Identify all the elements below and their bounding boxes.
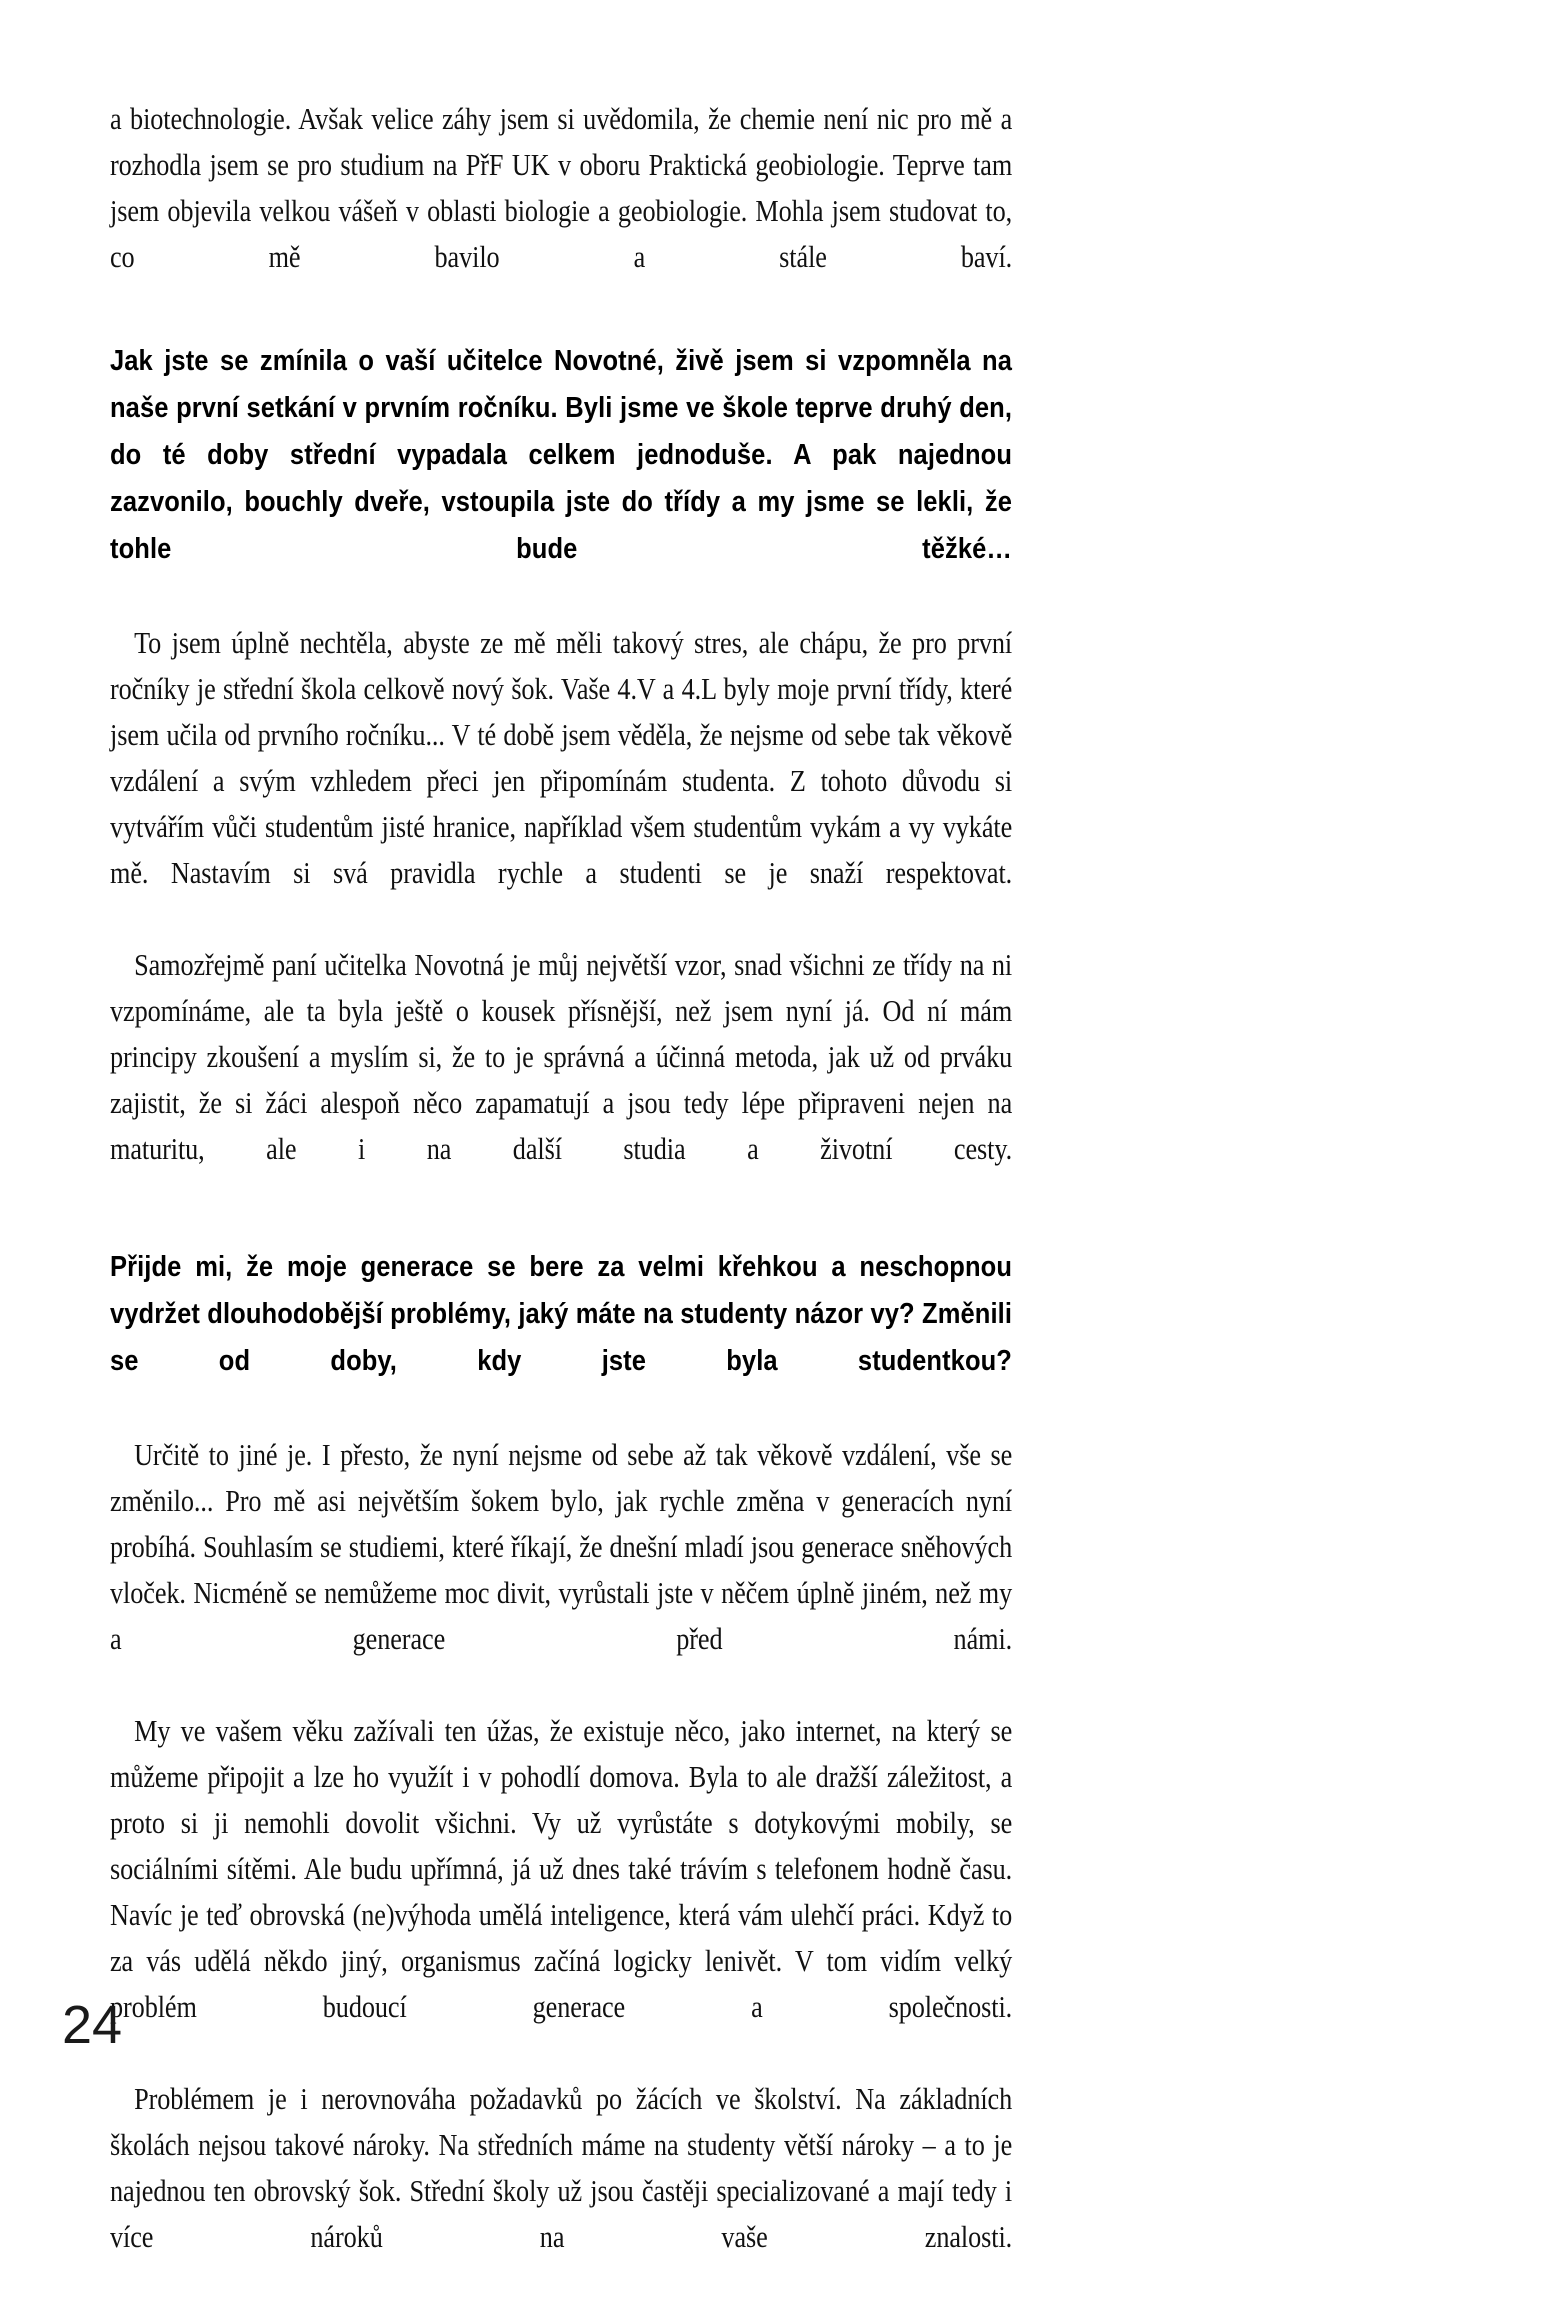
paragraph-question-1: Jak jste se zmínila o vaší učitelce Novotné, živě jsem si vzpomněla na naše první setkání v prvním ročníku. Byli jsme ve škole teprve druhý den, do té doby střední vypadala celkem jednoduše. A pak najednou zazvonilo, bouchly dveře, vstoupila jste do třídy a my jsme se lekli, že tohle bude těžké… — [110, 345, 1012, 565]
paragraph-answer-intro: a biotechnologie. Avšak velice záhy jsem si uvědomila, že chemie není nic pro mě a rozhodla jsem se pro studium na PřF UK v oboru Praktická geobiologie. Teprve tam jsem objevila velkou vášeň v oblasti biologie a geobiologie. Mohla jsem studovat to, co mě bavilo a stále baví. — [110, 102, 1013, 274]
paragraph-answer-5: Problémem je i nerovnováha požadavků po žácích ve školství. Na základních školách nejsou takové nároky. Na středních máme na studenty větší nároky – a to je najednou ten obrovský šok. Střední školy už jsou častěji specializované a mají tedy i více nároků na vaše znalosti. — [110, 2082, 1013, 2254]
paragraph-answer-2: Samozřejmě paní učitelka Novotná je můj největší vzor, snad všichni ze třídy na ni vzpomínáme, ale ta byla ještě o kousek přísnější, než jsem nyní já. Od ní mám principy zkoušení a myslím si, že to je správná a účinná metoda, jak už od prváku zajistit, že si žáci alespoň něco zapamatují a jsou tedy lépe připraveni nejen na maturitu, ale i na další studia a životní cesty. — [110, 948, 1013, 1166]
paragraph-answer-3: Určitě to jiné je. I přesto, že nyní nejsme od sebe až tak věkově vzdálení, vše se změnilo... Pro mě asi největším šokem bylo, jak rychle změna v generacích nyní probíhá. Souhlasím se studiemi, které říkají, že dnešní mladí jsou generace sněhových vloček. Nicméně se nemůžeme moc divit, vyrůstali jste v něčem úplně jiném, než my a generace před námi. — [110, 1438, 1013, 1656]
paragraph-answer-4: My ve vašem věku zažívali ten úžas, že existuje něco, jako internet, na který se můžeme připojit a lze ho využít i v pohodlí domova. Byla to ale dražší záležitost, a proto si ji nemohli dovolit všichni. Vy už vyrůstáte s dotykovými mobily, se sociálními sítěmi. Ale budu upřímná, já už dnes také trávím s telefonem hodně času. Navíc je teď obrovská (ne)výhoda umělá inteligence, která vám ulehčí práci. Když to za vás udělá někdo jiný, organismus začíná logicky lenivět. V tom vidím velký problém budoucí generace a společnosti. — [110, 1714, 1013, 2024]
paragraph-question-2: Přijde mi, že moje generace se bere za velmi křehkou a neschopnou vydržet dlouhodobější problémy, jaký máte na studenty názor vy? Změnili se od doby, kdy jste byla studentkou? — [110, 1251, 1012, 1377]
page-content-column — [110, 96, 1012, 2306]
page-number: 24 — [62, 1995, 123, 2055]
spacer — [110, 326, 1012, 338]
spacer — [110, 1218, 1012, 1244]
paragraph-answer-1: To jsem úplně nechtěla, abyste ze mě měli takový stres, ale chápu, že pro první ročníky je střední škola celkově nový šok. Vaše 4.V a 4.L byly moje první třídy, které jsem učila od prvního ročníku... V té době jsem věděla, že nejsme od sebe tak věkově vzdálení a svým vzhledem přeci jen připomínám studenta. Z tohoto důvodu si vytvářím vůči studentům jisté hranice, například všem studentům vykám a vy vykáte mě. Nastavím si svá pravidla rychle a studenti se je snaží respektovat. — [110, 626, 1013, 890]
